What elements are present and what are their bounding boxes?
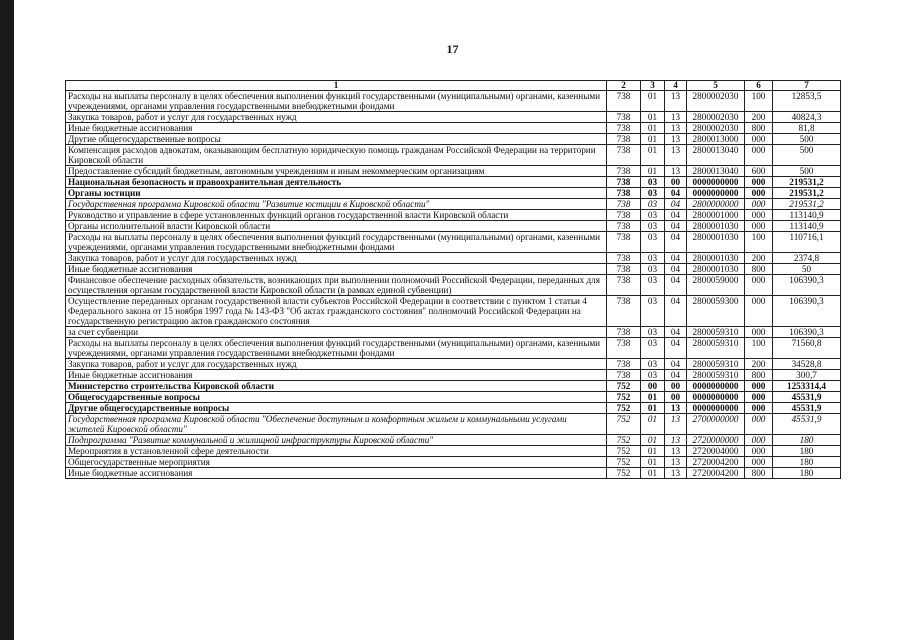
row-expense-type: 800 [745, 264, 773, 275]
row-code: 738 [607, 210, 641, 221]
row-subsection: 04 [665, 327, 687, 338]
row-code: 738 [607, 91, 641, 112]
table-row [66, 275, 841, 296]
row-amount: 180 [773, 468, 841, 479]
header-cell: 3 [641, 81, 665, 91]
row-target-article: 0000000000 [687, 392, 745, 403]
row-section: 03 [641, 264, 665, 275]
row-amount: 2374,8 [773, 253, 841, 264]
table-row [66, 199, 841, 210]
row-name: Закупка товаров, работ и услуг для государственных нужд [66, 112, 607, 123]
row-target-article: 2800001030 [687, 253, 745, 264]
row-name: Компенсация расходов адвокатам, оказывающим бесплатную юридическую помощь гражданам Российской Федерации на территории Кировской области [66, 145, 607, 166]
row-section: 01 [641, 468, 665, 479]
row-code: 738 [607, 275, 641, 296]
row-expense-type: 000 [745, 145, 773, 166]
row-expense-type: 800 [745, 370, 773, 381]
row-subsection: 00 [665, 381, 687, 392]
row-amount: 110716,1 [773, 232, 841, 253]
row-subsection: 00 [665, 392, 687, 403]
row-amount: 40824,3 [773, 112, 841, 123]
table-row [66, 123, 841, 134]
table-row [66, 232, 841, 253]
row-expense-type: 000 [745, 275, 773, 296]
row-target-article: 0000000000 [687, 188, 745, 199]
row-subsection: 00 [665, 177, 687, 188]
row-target-article: 2800059310 [687, 327, 745, 338]
row-name: Общегосударственные вопросы [66, 392, 607, 403]
row-amount: 45531,9 [773, 403, 841, 414]
row-section: 03 [641, 210, 665, 221]
row-subsection: 13 [665, 446, 687, 457]
header-cell: 4 [665, 81, 687, 91]
row-target-article: 2800059310 [687, 338, 745, 359]
row-expense-type: 000 [745, 134, 773, 145]
row-code: 752 [607, 457, 641, 468]
row-subsection: 04 [665, 359, 687, 370]
row-name: Иные бюджетные ассигнования [66, 468, 607, 479]
row-target-article: 0000000000 [687, 381, 745, 392]
row-section: 01 [641, 166, 665, 177]
row-expense-type: 000 [745, 177, 773, 188]
table-row [66, 468, 841, 479]
row-expense-type: 000 [745, 446, 773, 457]
table-row [66, 188, 841, 199]
row-section: 01 [641, 91, 665, 112]
row-subsection: 04 [665, 296, 687, 327]
row-section: 03 [641, 327, 665, 338]
row-expense-type: 000 [745, 457, 773, 468]
row-name: Расходы на выплаты персоналу в целях обеспечения выполнения функций государственными (муниципальными) органами, казенными учреждениями, органами управления государственными внебюджетными фондами [66, 338, 607, 359]
row-expense-type: 000 [745, 392, 773, 403]
row-name: Расходы на выплаты персоналу в целях обеспечения выполнения функций государственными (муниципальными) органами, казенными учреждениями, органами управления государственными внебюджетными фондами [66, 232, 607, 253]
row-name: Осуществление переданных органам государственной власти субъектов Российской Федерации в соответствии с пунктом 1 статьи 4 Федерального закона от 15 ноября 1997 года № 143-ФЗ "Об актах гражданского состояния" полномочий Российской Федерации на государственную регистрацию актов гражданского состояния [66, 296, 607, 327]
row-target-article: 2800001030 [687, 221, 745, 232]
row-name: за счет субвенции [66, 327, 607, 338]
row-code: 738 [607, 338, 641, 359]
row-target-article: 0000000000 [687, 403, 745, 414]
row-target-article: 2800059300 [687, 296, 745, 327]
row-target-article: 2800002030 [687, 112, 745, 123]
row-subsection: 04 [665, 370, 687, 381]
row-code: 738 [607, 370, 641, 381]
row-target-article: 2700000000 [687, 414, 745, 435]
row-expense-type: 000 [745, 435, 773, 446]
row-expense-type: 200 [745, 359, 773, 370]
row-amount: 71560,8 [773, 338, 841, 359]
row-name: Другие общегосударственные вопросы [66, 134, 607, 145]
table-row [66, 296, 841, 327]
row-name: Общегосударственные мероприятия [66, 457, 607, 468]
table-row [66, 370, 841, 381]
row-code: 738 [607, 199, 641, 210]
header-cell: 1 [66, 81, 607, 91]
row-target-article: 2720000000 [687, 435, 745, 446]
row-section: 03 [641, 199, 665, 210]
row-expense-type: 600 [745, 166, 773, 177]
row-name: Государственная программа Кировской области "Обеспечение доступным и комфортным жильем и коммунальными услугами жителей Кировской области" [66, 414, 607, 435]
row-subsection: 13 [665, 457, 687, 468]
row-subsection: 13 [665, 435, 687, 446]
row-amount: 34528,8 [773, 359, 841, 370]
row-subsection: 13 [665, 123, 687, 134]
row-code: 752 [607, 381, 641, 392]
row-target-article: 2720004200 [687, 457, 745, 468]
row-expense-type: 000 [745, 381, 773, 392]
row-expense-type: 000 [745, 210, 773, 221]
row-name: Финансовое обеспечение расходных обязательств, возникающих при выполнении полномочий Российской Федерации, переданных для осуществления органам государственной власти Кировской области (в рамках единой субвенции) [66, 275, 607, 296]
row-expense-type: 100 [745, 91, 773, 112]
row-amount: 106390,3 [773, 275, 841, 296]
row-code: 752 [607, 392, 641, 403]
header-cell: 5 [687, 81, 745, 91]
row-section: 03 [641, 221, 665, 232]
row-name: Органы исполнительной власти Кировской области [66, 221, 607, 232]
row-code: 738 [607, 188, 641, 199]
row-expense-type: 000 [745, 403, 773, 414]
scan-edge [0, 0, 14, 640]
table-row [66, 327, 841, 338]
row-section: 01 [641, 145, 665, 166]
table-row [66, 457, 841, 468]
row-amount: 45531,9 [773, 414, 841, 435]
row-amount: 106390,3 [773, 296, 841, 327]
row-expense-type: 200 [745, 112, 773, 123]
row-subsection: 13 [665, 403, 687, 414]
row-section: 03 [641, 296, 665, 327]
row-name: Закупка товаров, работ и услуг для государственных нужд [66, 253, 607, 264]
row-code: 738 [607, 327, 641, 338]
row-subsection: 04 [665, 253, 687, 264]
row-subsection: 04 [665, 232, 687, 253]
row-code: 738 [607, 359, 641, 370]
row-target-article: 2720004200 [687, 468, 745, 479]
row-code: 738 [607, 145, 641, 166]
row-amount: 500 [773, 145, 841, 166]
row-target-article: 2800013040 [687, 166, 745, 177]
row-expense-type: 800 [745, 123, 773, 134]
row-target-article: 2800001030 [687, 232, 745, 253]
table-row [66, 145, 841, 166]
row-expense-type: 100 [745, 338, 773, 359]
row-section: 01 [641, 414, 665, 435]
row-amount: 180 [773, 446, 841, 457]
row-section: 03 [641, 188, 665, 199]
row-expense-type: 000 [745, 199, 773, 210]
row-code: 752 [607, 446, 641, 457]
row-amount: 1253314,4 [773, 381, 841, 392]
row-amount: 219531,2 [773, 177, 841, 188]
row-section: 03 [641, 338, 665, 359]
row-amount: 45531,9 [773, 392, 841, 403]
row-section: 03 [641, 253, 665, 264]
row-section: 03 [641, 275, 665, 296]
row-amount: 12853,5 [773, 91, 841, 112]
table-row [66, 435, 841, 446]
row-subsection: 04 [665, 199, 687, 210]
row-amount: 219531,2 [773, 188, 841, 199]
row-section: 03 [641, 370, 665, 381]
row-name: Мероприятия в установленной сфере деятельности [66, 446, 607, 457]
table-row [66, 166, 841, 177]
table-row [66, 403, 841, 414]
row-target-article: 2800002030 [687, 91, 745, 112]
row-name: Национальная безопасность и правоохранительная деятельность [66, 177, 607, 188]
row-target-article: 2800001000 [687, 210, 745, 221]
row-subsection: 13 [665, 112, 687, 123]
row-subsection: 13 [665, 134, 687, 145]
table-row [66, 264, 841, 275]
row-expense-type: 000 [745, 327, 773, 338]
table-row [66, 91, 841, 112]
row-section: 00 [641, 381, 665, 392]
row-code: 752 [607, 435, 641, 446]
table-row [66, 359, 841, 370]
row-section: 01 [641, 403, 665, 414]
header-cell: 6 [745, 81, 773, 91]
row-target-article: 2800059000 [687, 275, 745, 296]
row-code: 738 [607, 134, 641, 145]
row-name: Иные бюджетные ассигнования [66, 264, 607, 275]
row-code: 738 [607, 296, 641, 327]
row-section: 01 [641, 123, 665, 134]
row-section: 01 [641, 446, 665, 457]
row-name: Другие общегосударственные вопросы [66, 403, 607, 414]
row-amount: 50 [773, 264, 841, 275]
row-name: Иные бюджетные ассигнования [66, 123, 607, 134]
row-section: 01 [641, 134, 665, 145]
page-number: 17 [446, 42, 459, 56]
row-section: 03 [641, 232, 665, 253]
row-expense-type: 000 [745, 296, 773, 327]
row-subsection: 13 [665, 91, 687, 112]
row-amount: 219531,2 [773, 199, 841, 210]
row-code: 738 [607, 123, 641, 134]
row-code: 738 [607, 264, 641, 275]
row-target-article: 2800001030 [687, 264, 745, 275]
row-amount: 180 [773, 435, 841, 446]
row-name: Подпрограмма "Развитие коммунальной и жилищной инфраструктуры Кировской области" [66, 435, 607, 446]
header-cell: 2 [607, 81, 641, 91]
table-row [66, 381, 841, 392]
row-subsection: 13 [665, 414, 687, 435]
row-code: 738 [607, 177, 641, 188]
row-target-article: 2800002030 [687, 123, 745, 134]
table-row [66, 392, 841, 403]
row-expense-type: 800 [745, 468, 773, 479]
row-name: Руководство и управление в сфере установленных функций органов государственной власти Кировской области [66, 210, 607, 221]
row-amount: 106390,3 [773, 327, 841, 338]
row-subsection: 13 [665, 166, 687, 177]
row-section: 01 [641, 112, 665, 123]
row-code: 738 [607, 166, 641, 177]
row-target-article: 2720004000 [687, 446, 745, 457]
row-name: Министерство строительства Кировской области [66, 381, 607, 392]
table-row [66, 210, 841, 221]
header-row [66, 81, 841, 91]
row-subsection: 04 [665, 338, 687, 359]
table-row [66, 177, 841, 188]
row-target-article: 2800013000 [687, 134, 745, 145]
table-row [66, 338, 841, 359]
table-row [66, 446, 841, 457]
row-amount: 81,8 [773, 123, 841, 134]
row-code: 738 [607, 112, 641, 123]
row-code: 738 [607, 253, 641, 264]
row-code: 752 [607, 403, 641, 414]
row-name: Предоставление субсидий бюджетным, автономным учреждениям и иным некоммерческим организациям [66, 166, 607, 177]
row-subsection: 04 [665, 275, 687, 296]
row-target-article: 2800013040 [687, 145, 745, 166]
row-expense-type: 100 [745, 232, 773, 253]
row-section: 01 [641, 457, 665, 468]
row-expense-type: 200 [745, 253, 773, 264]
table-row [66, 134, 841, 145]
row-subsection: 04 [665, 188, 687, 199]
row-section: 03 [641, 177, 665, 188]
row-target-article: 0000000000 [687, 177, 745, 188]
row-amount: 180 [773, 457, 841, 468]
row-name: Органы юстиции [66, 188, 607, 199]
row-amount: 113140,9 [773, 221, 841, 232]
header-cell: 7 [773, 81, 841, 91]
row-subsection: 04 [665, 221, 687, 232]
row-target-article: 2800000000 [687, 199, 745, 210]
row-expense-type: 000 [745, 188, 773, 199]
row-expense-type: 000 [745, 414, 773, 435]
table-row [66, 253, 841, 264]
row-target-article: 2800059310 [687, 370, 745, 381]
row-name: Закупка товаров, работ и услуг для государственных нужд [66, 359, 607, 370]
row-section: 01 [641, 392, 665, 403]
row-section: 01 [641, 435, 665, 446]
row-name: Государственная программа Кировской области "Развитие юстиции в Кировской области" [66, 199, 607, 210]
row-subsection: 13 [665, 145, 687, 166]
row-target-article: 2800059310 [687, 359, 745, 370]
row-code: 752 [607, 468, 641, 479]
row-amount: 500 [773, 134, 841, 145]
row-amount: 500 [773, 166, 841, 177]
table-row [66, 221, 841, 232]
table-body [66, 81, 841, 479]
row-amount: 113140,9 [773, 210, 841, 221]
row-amount: 300,7 [773, 370, 841, 381]
row-code: 738 [607, 221, 641, 232]
row-subsection: 04 [665, 210, 687, 221]
row-name: Расходы на выплаты персоналу в целях обеспечения выполнения функций государственными (муниципальными) органами, казенными учреждениями, органами управления государственными внебюджетными фондами [66, 91, 607, 112]
row-subsection: 04 [665, 264, 687, 275]
row-code: 738 [607, 232, 641, 253]
table-row [66, 112, 841, 123]
row-section: 03 [641, 359, 665, 370]
row-expense-type: 000 [745, 221, 773, 232]
row-name: Иные бюджетные ассигнования [66, 370, 607, 381]
row-subsection: 13 [665, 468, 687, 479]
table-row [66, 414, 841, 435]
row-code: 752 [607, 414, 641, 435]
budget-table [65, 80, 841, 479]
